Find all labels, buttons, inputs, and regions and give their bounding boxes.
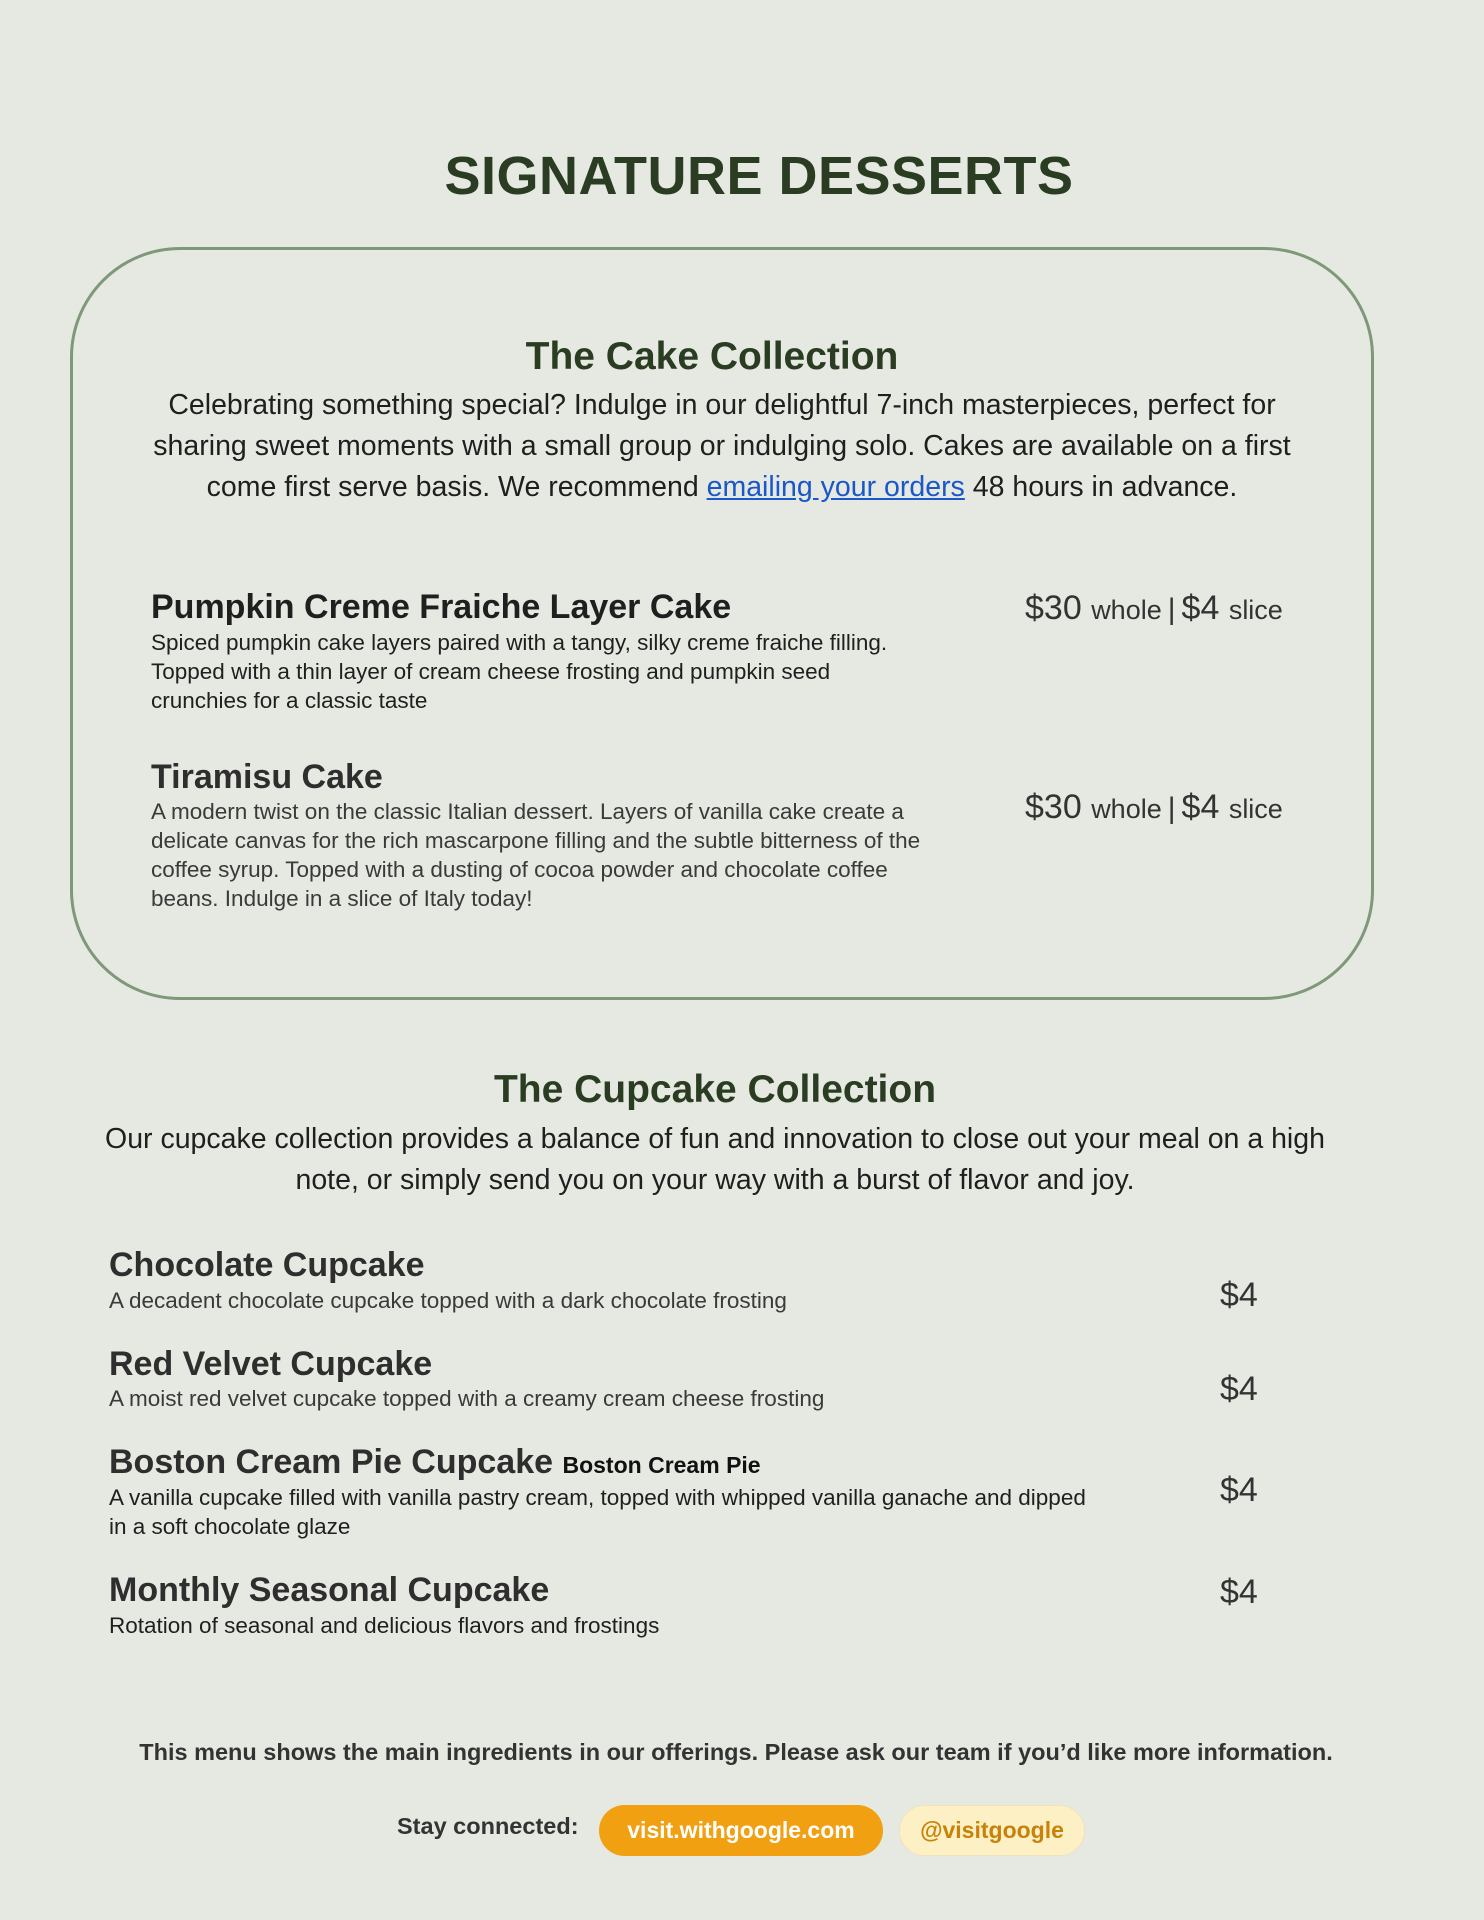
cupcake-item-price: $4 (1220, 1370, 1258, 1408)
cake-item-name: Pumpkin Creme Fraiche Layer Cake (151, 588, 732, 626)
cupcake-collection-description: Our cupcake collection provides a balance of fun and innovation to close out your meal on a high note, or simply send you on your way with a burst of flavor and joy. (105, 1123, 1325, 1196)
social-handle-button[interactable]: @visitgoogle (899, 1805, 1085, 1856)
website-link-button[interactable]: visit.withgoogle.com (599, 1805, 883, 1856)
cake-item-name: Tiramisu Cake (151, 758, 383, 796)
cake-collection-title: The Cake Collection (525, 335, 899, 378)
cake-description-text: Celebrating something special? Indulge in our delightful 7-inch masterpieces, perfect for sharing sweet moments with a small group or indulging solo. Cakes are available on a first come first serve basis. We recommend (153, 389, 1291, 503)
cake-item-description: Spiced pumpkin cake layers paired with a tangy, silky creme fraiche filling. Topped with a thin layer of cream cheese frosting and pumpkin seed crunchies for a classic taste (151, 630, 888, 713)
whole-label: whole (1091, 794, 1162, 824)
cake-item-description: A modern twist on the classic Italian dessert. Layers of vanilla cake create a delicate canvas for the rich mascarpone filling and the subtle bitterness of the coffee syrup. Topped with a dusting of cocoa powder and chocolate coffee beans. Indulge in a slice of Italy today! (151, 799, 921, 911)
cupcake-item-name: Chocolate Cupcake (109, 1246, 425, 1284)
cupcake-item-description: A moist red velvet cupcake topped with a creamy cream cheese frosting (109, 1386, 825, 1411)
cake-collection-description (130, 385, 1314, 508)
cupcake-name-text: Boston Cream Pie Cupcake (109, 1443, 554, 1481)
cupcake-item-price: $4 (1220, 1573, 1258, 1611)
cupcake-item-name (109, 1443, 761, 1482)
price-slice: $4 (1181, 589, 1220, 627)
ingredients-note: This menu shows the main ingredients in our offerings. Please ask our team if you’d like more information. (139, 1739, 1333, 1765)
cake-item-price (1025, 788, 1283, 827)
cupcake-item-price: $4 (1220, 1276, 1258, 1314)
slice-label: slice (1228, 595, 1283, 625)
cupcake-collection-title: The Cupcake Collection (493, 1068, 937, 1111)
price-whole: $30 (1025, 788, 1082, 826)
cupcake-item-price: $4 (1220, 1471, 1258, 1509)
page-title: SIGNATURE DESSERTS (444, 146, 1074, 206)
stay-connected-label: Stay connected: (397, 1813, 579, 1839)
cupcake-item-name: Monthly Seasonal Cupcake (109, 1571, 550, 1609)
email-orders-link[interactable]: emailing your orders (706, 471, 965, 503)
cake-item-price (1025, 589, 1283, 628)
cupcake-item-name: Red Velvet Cupcake (109, 1345, 433, 1383)
price-slice: $4 (1181, 788, 1220, 826)
whole-label: whole (1091, 595, 1162, 625)
price-separator: | (1167, 593, 1176, 626)
price-whole: $30 (1025, 589, 1082, 627)
cupcake-item-description: Rotation of seasonal and delicious flavors and frostings (109, 1613, 660, 1638)
cupcake-item-description: A vanilla cupcake filled with vanilla pastry cream, topped with whipped vanilla ganache and dipped in a soft chocolate glaze (109, 1485, 1086, 1539)
cupcake-subtitle: Boston Cream Pie (562, 1452, 761, 1478)
slice-label: slice (1228, 794, 1283, 824)
cake-description-text-end: 48 hours in advance. (964, 471, 1238, 503)
price-separator: | (1167, 792, 1176, 825)
cupcake-item-description: A decadent chocolate cupcake topped with a dark chocolate frosting (109, 1288, 787, 1313)
